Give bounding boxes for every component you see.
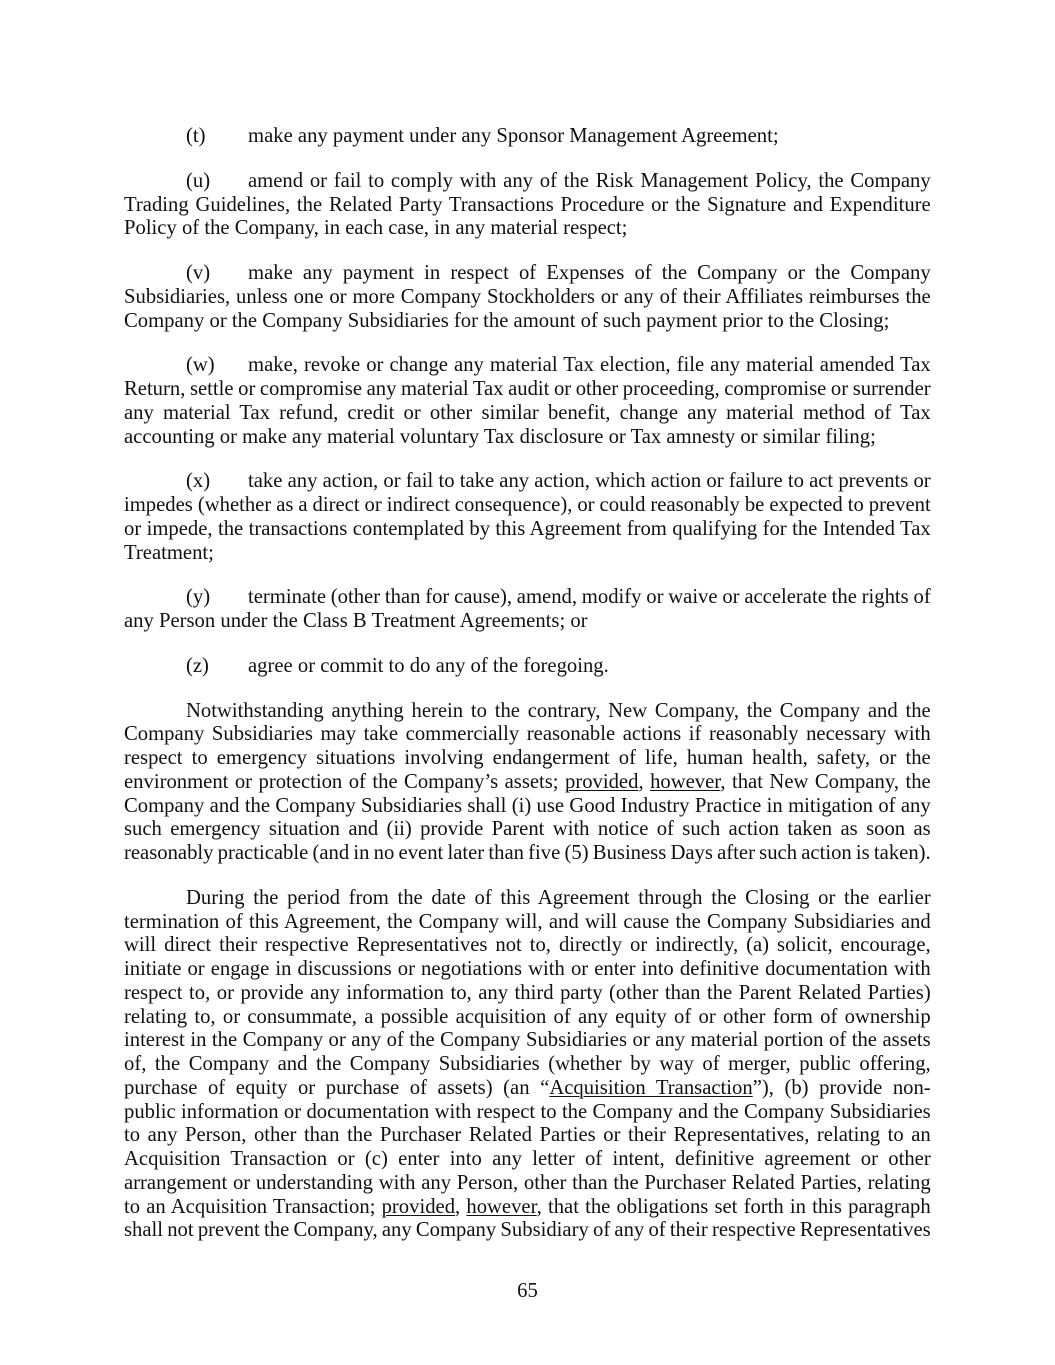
- text-line: [124, 1077, 931, 1101]
- clause-v: [124, 262, 931, 333]
- text-line: [124, 470, 931, 494]
- clause-label: (t): [186, 125, 206, 147]
- underlined-term: provided: [565, 770, 639, 793]
- clause-label: (x): [186, 470, 211, 493]
- no-solicitation-paragraph: [124, 887, 931, 1243]
- underlined-term: Acquisition Transaction: [549, 1076, 753, 1099]
- text-line-content: amend or fail to comply with any of the Risk Management Policy, the Company: [248, 169, 931, 192]
- text-line: respect to emergency situations involving endangerment of life, human health, safety, or the: [124, 747, 931, 769]
- underlined-term: provided: [381, 1195, 456, 1218]
- text-line: impedes (whether as a direct or indirect consequence), or could reasonably be expected to prevent: [124, 494, 931, 516]
- clause-t: [124, 125, 931, 149]
- text-line: [124, 262, 931, 286]
- text-line-content: agree or commit to do any of the foregoing.: [248, 654, 609, 677]
- text-line-content: make any payment under any Sponsor Management Agreement;: [248, 125, 779, 147]
- clause-z: [124, 655, 931, 679]
- text-line: reasonably practicable (and in no event later than five (5) Business Days after such action is taken).: [124, 842, 931, 864]
- text-line: Treatment;: [124, 541, 214, 564]
- text-line-content: terminate (other than for cause), amend, modify or waive or accelerate the rights of: [248, 586, 931, 609]
- text-line: will direct their respective Representatives not to, directly or indirectly, (a) solicit, encourage,: [124, 934, 931, 957]
- clause-label: (u): [186, 169, 211, 192]
- text-line: respect to, or provide any information to, any third party (other than the Parent Related Parties): [124, 981, 931, 1004]
- text-line: any material Tax refund, credit or other similar benefit, change any material method of Tax: [124, 401, 931, 424]
- clause-x: [124, 470, 931, 565]
- page-number: 65: [517, 1280, 538, 1302]
- clause-label: (v): [186, 262, 211, 284]
- text-line: Acquisition Transaction or (c) enter into any letter of intent, definitive agreement or other: [124, 1148, 931, 1170]
- text-line: Subsidiaries, unless one or more Company Stockholders or any of their Affiliates reimburses the: [124, 285, 931, 308]
- text-line: interest in the Company or any of the Company Subsidiaries or any material portion of the assets: [124, 1029, 931, 1052]
- clause-label: (w): [186, 354, 215, 377]
- text-segment: to an Acquisition Transaction;: [124, 1195, 382, 1218]
- text-line: Company and the Company Subsidiaries shall (i) use Good Industry Practice in mitigation of any: [124, 794, 931, 817]
- text-line: such emergency situation and (ii) provide Parent with notice of such action taken as soon as: [124, 818, 931, 841]
- text-line: arrangement or understanding with any Person, other than the Purchaser Related Parties, relating: [124, 1171, 931, 1194]
- clause-label: (z): [186, 654, 209, 677]
- text-line: Policy of the Company, in each case, in any material respect;: [124, 217, 628, 240]
- text-line: [124, 354, 931, 378]
- text-line: [124, 586, 931, 610]
- text-line: shall not prevent the Company, any Company Subsidiary of any of their respective Representatives: [124, 1219, 931, 1242]
- text-line: [124, 771, 931, 795]
- text-line: to any Person, other than the Purchaser Related Parties or their Representatives, relating to an: [124, 1124, 931, 1147]
- text-line-content: make, revoke or change any material Tax election, file any material amended Tax: [248, 354, 931, 377]
- text-segment: , that the obligations set forth in this paragraph: [536, 1195, 931, 1218]
- text-line: During the period from the date of this Agreement through the Closing or the earlier: [186, 886, 931, 909]
- text-segment: ,: [638, 770, 651, 793]
- text-segment: purchase of equity or purchase of assets) (an “: [124, 1076, 550, 1099]
- body-text: [124, 125, 931, 1264]
- text-segment: ,: [455, 1195, 467, 1218]
- text-line: public information or documentation with respect to the Company and the Company Subsidiaries: [124, 1100, 931, 1123]
- text-line: Company or the Company Subsidiaries for the amount of such payment prior to the Closing;: [124, 309, 890, 332]
- emergency-actions-paragraph: [124, 700, 931, 866]
- text-segment: ”), (b) provide non-: [752, 1076, 931, 1099]
- text-line: or impede, the transactions contemplated by this Agreement from qualifying for the Intended Tax: [124, 517, 931, 540]
- text-line: any Person under the Class B Treatment Agreements; or: [124, 610, 588, 632]
- text-line: [124, 125, 931, 149]
- text-line: termination of this Agreement, the Company will, and will cause the Company Subsidiaries and: [124, 910, 931, 933]
- underlined-term: however: [650, 770, 721, 793]
- text-line: initiate or engage in discussions or negotiations with or enter into definitive documentation with: [124, 958, 931, 980]
- text-line: accounting or make any material voluntary Tax disclosure or Tax amnesty or similar filing;: [124, 425, 876, 448]
- clause-label: (y): [186, 586, 211, 609]
- text-segment: , that New Company, the: [720, 770, 931, 793]
- clause-y: [124, 586, 931, 634]
- text-line: Company Subsidiaries may take commercially reasonable actions if reasonably necessary with: [124, 723, 931, 746]
- text-line: relating to, or consummate, a possible acquisition of any equity of or other form of ownership: [124, 1005, 931, 1028]
- text-line-content: make any payment in respect of Expenses of the Company or the Company: [248, 262, 931, 284]
- text-line: of, the Company and the Company Subsidiaries (whether by way of merger, public offering,: [124, 1053, 931, 1075]
- text-line: [124, 1196, 931, 1220]
- text-segment: environment or protection of the Company’s assets;: [124, 770, 565, 793]
- text-line: Notwithstanding anything herein to the contrary, New Company, the Company and the: [186, 699, 931, 722]
- text-line: Return, settle or compromise any material Tax audit or other proceeding, compromise or surrender: [124, 378, 931, 400]
- underlined-term: however: [466, 1195, 537, 1218]
- text-line: [124, 170, 931, 194]
- clause-w: [124, 354, 931, 449]
- text-line-content: take any action, or fail to take any action, which action or failure to act prevents or: [248, 470, 931, 493]
- text-line: [124, 655, 931, 679]
- clause-u: [124, 170, 931, 241]
- text-line: Trading Guidelines, the Related Party Transactions Procedure or the Signature and Expenditure: [124, 193, 931, 216]
